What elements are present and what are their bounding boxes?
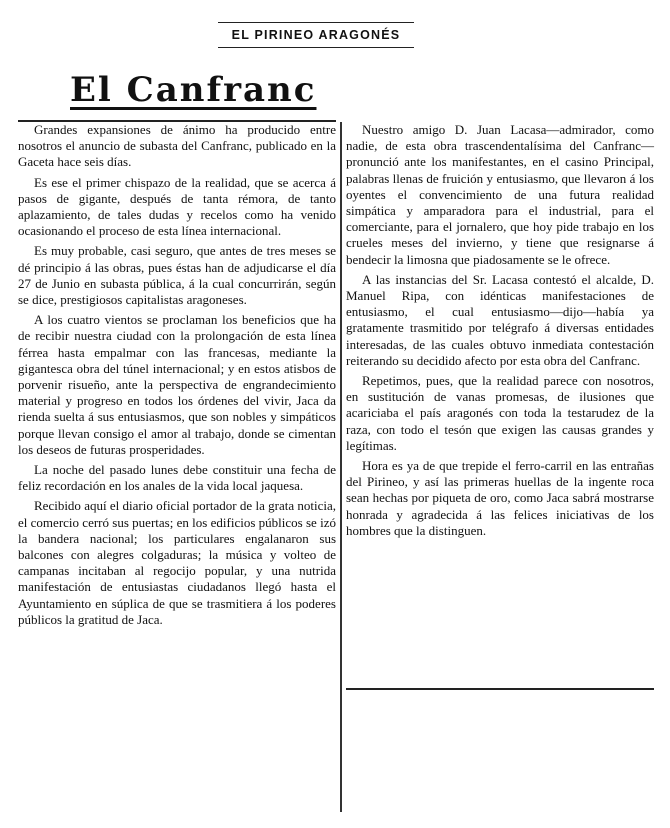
right-column (346, 122, 654, 543)
paragraph: Nuestro amigo D. Juan Lacasa—admirador, como nadie, de esta obra trascendentalísima del Canfranc—pronunció ante los manifestantes, en el casino Principal, palabras llenas de fruición y entusiasmo, que llevaron á los oyentes el convencimiento de una futura realidad simpática y amparadora para el industrial, para el comerciante, para el jornalero, que hoy pide trabajo en los crueles meses del invierno, y tiene que resignarse á bendecir la limosna que piadosamente se le ofrece. (346, 122, 654, 267)
paragraph: La noche del pasado lunes debe constituir una fecha de feliz recordación en los anales de la vida local jaquesa. (18, 462, 336, 494)
column-divider (340, 122, 342, 812)
paragraph: Repetimos, pues, que la realidad parece con nosotros, en sustitución de vanas promesas, de ilusiones que acariciaba el país aragonés con toda la testarudez de la raza, con todo el tesón que exigen las causas grandes y legítimas. (346, 373, 654, 453)
paragraph: Recibido aquí el diario oficial portador de la grata noticia, el comercio cerró sus puertas; en los edificios públicos se izó la bandera nacional; los particulares engalanaron sus balcones con alegres colgaduras; la música y volteo de campanas incitaban al regocijo popular, y una nutrida manifestación de entusiastas ciudadanos llegó hasta el Ayuntamiento en súplica de que se trasmitiera á los poderes públicos la gratitud de Jaca. (18, 498, 336, 627)
paragraph: Grandes expansiones de ánimo ha producido entre nosotros el anuncio de subasta del Canfranc, publicado en la Gaceta hace seis días. (18, 122, 336, 170)
right-column-end-rule (346, 688, 654, 690)
paragraph: Hora es ya de que trepide el ferro-carril en las entrañas del Pirineo, y así las primeras huellas de la ingente roca sean hechas por piqueta de oro, como Jaca sabrá mostrarse honrada y agradecida á las felices iniciativas de los hombres que la distinguen. (346, 458, 654, 538)
left-column (18, 122, 336, 632)
paragraph: Es ese el primer chispazo de la realidad, que se acerca á pasos de gigante, después de tanta rémora, de tanto aplazamiento, de tales dudas y recelos como ha venido ocasionando el proceso de esta línea internacional. (18, 174, 336, 239)
paragraph: A los cuatro vientos se proclaman los beneficios que ha de recibir nuestra ciudad con la prolongación de esta línea férrea hasta empalmar con las francesas, mediante la gigantesca obra del túnel internacional; y en estos atisbos de porvenir risueño, ante la perspectiva de engrandecimiento material y progreso en todos los órdenes del vivir, Jaca da rienda suelta á sus entusiasmos, que son nobles y simpáticos porque llevan consigo el amor al trabajo, donde se cimentan los deseos de futuras prosperidades. (18, 312, 336, 457)
headline: El Canfranc (70, 70, 317, 110)
paragraph: A las instancias del Sr. Lacasa contestó el alcalde, D. Manuel Ripa, con idénticas manifestaciones de entusiasmo, el cual entusiasmo—dijo—había ya gratamente trasmitido por telégrafo á diversas entidades interesadas, de las cuales obtuvo inmediata contestación reiterando su decidido afecto por esta obra del Canfranc. (346, 271, 654, 368)
masthead: EL PIRINEO ARAGONÉS (218, 22, 414, 48)
paragraph: Es muy probable, casi seguro, que antes de tres meses se dé principio á las obras, pues éstas han de adjudicarse el día 27 de Junio en subasta pública, á la cual concurrirán, según se dice, prestigiosos capitalistas aragoneses. (18, 243, 336, 308)
